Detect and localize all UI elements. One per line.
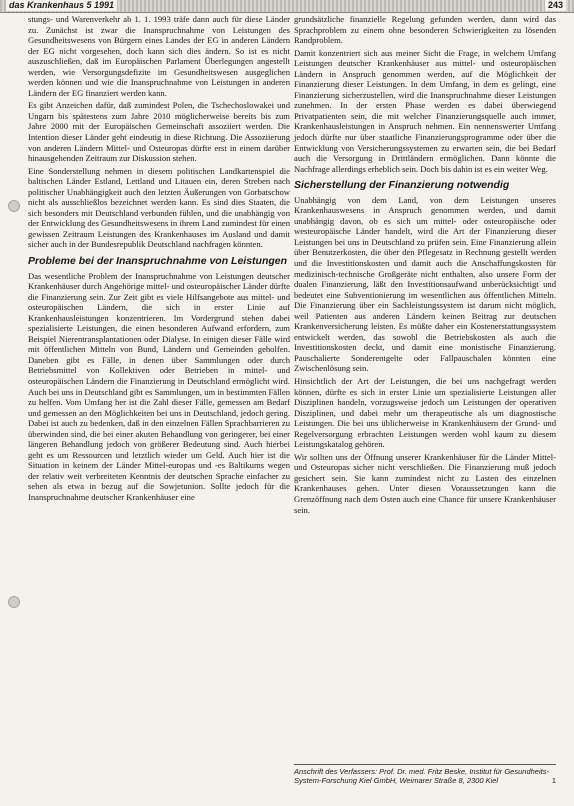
paragraph: Es gibt Anzeichen dafür, daß zumindest Polen, die Tschechoslowakei und Ungarn bis spätestens zum Jahre 2010 möglicherweise bereits bis zum Jahre 2000 mit der Europäischen Gemeinschaft assoziiert werden. Die Intention dieser Länder geht eindeutig in diese Richtung. Die Assoziierung von anderen Ländern Mittel- und Osteuropas dürfte erst in einem darüber hinausgehenden Zeitraum zur Diskussion stehen. (28, 100, 290, 164)
left-column (28, 14, 290, 505)
paragraph: Unabhängig von dem Land, von dem Leistungen unseres Krankenhauswesens in Anspruch genommen werden, und damit unabhängig davon, ob es sich um mittel- oder osteuropäische oder westeuropäische Länder handelt, wird die Art der Finanzierung dieser Leistungen bei uns in Deutschland zu prüfen sein. Eine Finanzierung allein über Benutzerkosten, die über den Pflegesatz in Rechnung gestellt werden und die Investitionskosten und damit auch die Anschaffungskosten für medizinisch-technische Großgeräte nicht enthalten, also unsere Form der dualen Finanzierung, läßt den Investitionsaufwand unberücksichtigt und bedeutet eine Subventionierung im wesentlichen aus öffentlichen Mitteln. Die Finanzierung über ein Sachleistungssystem ist darum nicht möglich, weil Patienten aus anderen Ländern keinen Beitrag zur deutschen Krankenversicherung leisten. Es müßte daher ein Kostenerstattungssystem entwickelt werden, das sowohl die Betriebskosten als auch die Investitionskosten deckt, und damit eine monistische Finanzierung. Pauschalierte Sonderentgelte oder Fallpauschalen könnten eine Zwischenlösung sein. (294, 194, 556, 374)
paragraph: Das wesentliche Problem der Inanspruchnahme von Leistungen deutscher Krankenhäuser durch Angehörige mittel- und osteuropäischer Länder dürfte die Finanzierung sein. Zur Zeit gibt es viele Hilfsangebote aus mittel- und osteuropäischen Ländern, die sich in erster Linie auf Krankenhausleistungen konzentrieren. Im Vordergrund stehen dabei spezialisierte Leistungen, die einen besonderen Aufwand erfordern, zum Beispiel Nierentransplantationen oder Dialyse. In einigen dieser Fälle wird mit öffentlichen Mitteln von Bund, Ländern und Gemeinden geholfen. Daneben gibt es Fälle, in denen über Sammlungen oder durch Betriebsmittel von Kollektiven oder Betrieben in mittel- und osteuropäischen Ländern die Finanzierung in Deutschland ermöglicht wird. Auch bei uns in Deutschland gibt es Sammlungen, um in bestimmten Fällen zu helfen. Vom Umfang her ist die Zahl dieser Fälle, gemessen am Bedarf und gemessen an den Möglichkeiten bei uns in Deutschland, jedoch gering. Dabei ist auch zu bedenken, daß in den einzelnen Fällen Sprachbarrieren zu überwinden sind, die bei einer akuten Behandlung von geringerer, bei einer längeren Behandlung jedoch von größerer Bedeutung sind. Auch hierbei geht es um Ressourcen und letztlich wieder um Geld. Auch hier ist die Situation in keinem der Länder Mittel-europas und -es Baltikums wegen der relativ weit verbreiteten Kenntnis der deutschen Sprache einfacher zu sehen als etwa in bezug auf die Sowjetunion. Sollte jedoch für die Inanspruchnahme deutscher Krankenhäuser eine (28, 270, 290, 503)
paragraph: grundsätzliche finanzielle Regelung gefunden werden, dann wird das Sprachproblem zu einem ohne besonderen Schwierigkeiten zu lösenden Randproblem. (294, 14, 556, 46)
footnote-number: 1 (551, 776, 556, 785)
author-address-footnote (294, 764, 556, 785)
running-header (0, 0, 574, 13)
paragraph: Eine Sonderstellung nehmen in diesem politischen Landkartenspiel die baltischen Länder Estland, Lettland und Litauen ein, deren Streben nach politischer Unabhängigkeit auch den letzten Äußerungen von Gorbatschow nicht als ausschließlos bezeichnet werden kann. Es sind dies Staaten, die sich besonders mit Deutschland verbunden fühlen, und die unabhängig von der Entwicklung des Gesundheitswesens in ihrem Land zumindest für einen gewissen Zeitraum Leistungen des Krankenhauses im Ausland und damit sicher auch in der Bundesrepublik Deutschland nachfragen könnten. (28, 165, 290, 250)
punch-hole-icon (8, 200, 20, 212)
section-heading: Sicherstellung der Finanzierung notwendig (294, 179, 510, 192)
section-heading: Probleme bei der Inanspruchnahme von Leistungen (28, 255, 288, 268)
paragraph: Hinsichtlich der Art der Leistungen, die bei uns nachgefragt werden können, dürfte es sich in erster Linie um spezialisierte Leistungen aller Disziplinen handeln, vorzugsweise jedoch um Leistungen der operativen Disziplinen, und dabei mehr um therapeutische als um diagnostische Leistungen. Die bei uns üblicherweise in Krankenhäusern der Grund- und Regelversorgung erbrachten Leistungen werden wohl kaum zu diesem Leistungskatalog gehören. (294, 376, 556, 450)
right-column (294, 14, 556, 517)
paragraph: Damit konzentriert sich aus meiner Sicht die Frage, in welchem Umfang Leistungen deutscher Krankenhäuser aus mittel- und osteuropäischen Ländern in Anspruch genommen werden, auf die Möglichkeit der Finanzierung dieser Leistungen. In dem Umfang, in dem es gelingt, eine Finanzierung sicherzustellen, wird die Inanspruchnahme dieser Leistungen zunehmen. In der ersten Phase werden es dabei überwiegend Privatpatienten sein, die mit welcher Finanzierungsquelle auch immer, Krankenhausleistungen in Anspruch nehmen. Ein nennenswerter Umfang jedoch dürfte nur über staatliche Finanzierungsprogramme oder über die Entwicklung von Versicherungssystemen zu erwarten sein, die bei Bedarf auch die Versorgung in Drittländern ermöglichen. Dann könnte die Nachfrage allerdings erheblich sein. Doch bis dahin ist es ein weiter Weg. (294, 47, 556, 174)
footnote-text: Anschrift des Verfassers: Prof. Dr. med. Fritz Beske, Institut für Gesundheits-System-Forschung Kiel GmbH, Weimarer Straße 8, 2300 Kiel (294, 767, 549, 785)
paragraph: Wir sollten uns der Öffnung unserer Krankenhäuser für die Länder Mittel- und Osteuropas sicher nicht verschließen. Die Finanzierung muß jedoch gesichert sein. Sie kann zumindest nicht zu Lasten des einzelnen Krankenhauses gehen. Unter diesen Voraussetzungen kann die Grenzöffnung nach dem Osten auch eine Chance für unsere Krankenhäuser sein. (294, 451, 556, 515)
punch-hole-icon (8, 596, 20, 608)
journal-title: das Krankenhaus 5 1991 (6, 0, 117, 11)
paragraph: stungs- und Warenverkehr ab 1. 1. 1993 träfe dann auch für diese Länder zu. Zunächst ist zwar die Inanspruchnahme von Leistungen des Gesundheitswesens von Bürgern eines Landes der EG in anderen Ländern der EG nicht vorgesehen, doch kann sich dies ändern. So ist es nicht auszuschließen, daß im Europäischen Parlament Überlegungen angestellt werden, wie Versorgungsdefizite im Gesundheitswesen ausgeglichen werden können und wie die Inanspruchnahme von Leistungen in anderen Ländern der EG finanziert werden kann. (28, 14, 290, 98)
page-number: 243 (545, 0, 566, 11)
